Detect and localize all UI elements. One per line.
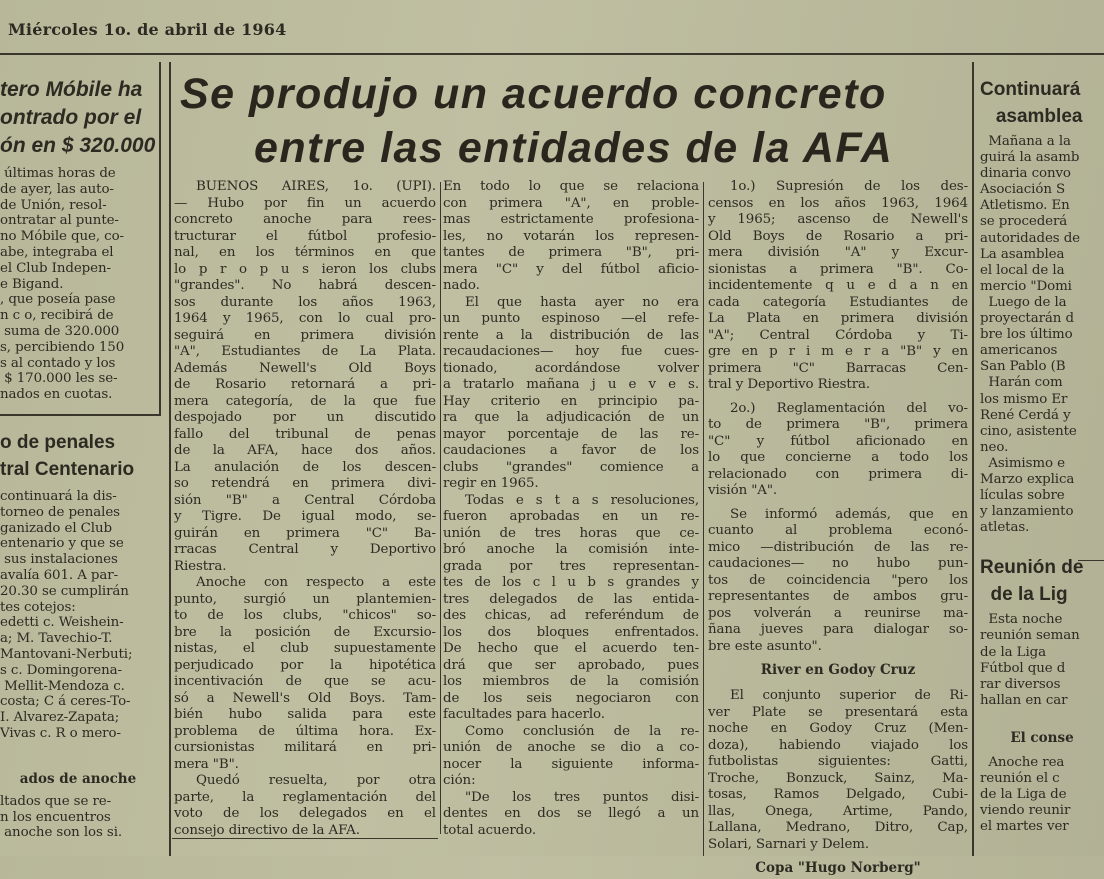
text-line: recaudaciones— hoy fue cues-	[443, 344, 699, 359]
text-line: relacionado con primera di-	[708, 466, 968, 482]
text-line: con primera "A", en proble-	[443, 195, 699, 211]
text-line: 1o.) Supresión de los des-	[730, 179, 968, 194]
text-line: anoche son los si.	[0, 825, 123, 841]
text-line: seguirá en primera división	[174, 327, 436, 343]
text-line: les, no votarán los represen-	[443, 228, 699, 244]
text-line: Mantovani-Nerbuti;	[0, 646, 133, 662]
text-line: de la AFA, hace dos años.	[174, 443, 436, 458]
text-line: nal, en los términos en que	[174, 245, 436, 260]
text-line: nados en cuotas.	[0, 387, 113, 403]
paragraph	[708, 179, 968, 394]
text-line: censos en los años 1963, 1964	[708, 195, 968, 211]
main-headline-line-2: entre las entidades de la AFA	[254, 124, 894, 172]
text-line: tructurar el fútbol profesio-	[174, 228, 436, 244]
paragraph	[443, 295, 699, 493]
paragraph	[980, 612, 1104, 709]
headline-line: de la Lig	[980, 584, 1068, 606]
text-line: 2o.) Reglamentación del vo-	[730, 400, 968, 416]
text-line: tral y Deportivo Riestra.	[708, 377, 871, 392]
text-line: rracas Central y Deportivo	[174, 542, 436, 557]
text-line: cuanto al problema econó-	[708, 523, 968, 538]
text-line: guirá la asamb	[980, 150, 1080, 166]
subheading: El conse	[1010, 729, 1074, 746]
text-line: "C" y fútbol aficionado en	[708, 433, 968, 449]
text-line: bre este asunto".	[708, 638, 822, 654]
text-line: facultades para hacerlo.	[443, 707, 605, 722]
text-line: un punto espinoso —el refe-	[443, 311, 699, 326]
text-line: "A"; Central Córdoba y Ti-	[708, 327, 968, 343]
text-line: s al contado y los	[0, 355, 116, 371]
text-line: Todas e s t a s resoluciones,	[465, 492, 699, 508]
subheading: ados de anoche	[19, 770, 137, 787]
paragraph	[0, 489, 156, 742]
text-line: total acuerdo.	[443, 822, 537, 838]
text-line: bre los último	[980, 327, 1073, 343]
text-line: ltados que se re-	[0, 793, 111, 809]
text-line: y Tigre. De igual modo, se-	[174, 509, 436, 524]
text-line: Harán com	[980, 375, 1063, 391]
text-line: pos volverán a reunirse ma-	[708, 605, 968, 621]
text-line: tionado, acordándose volver	[443, 360, 699, 376]
paragraph	[708, 688, 968, 853]
text-line: Quedó resuelta, por otra	[196, 773, 436, 788]
left-column	[0, 70, 156, 856]
text-line: bre la posición de Excursio-	[174, 624, 436, 640]
text-line: futbolistas siguientes: Gatti,	[708, 754, 968, 769]
text-line: Anoche con respecto a este	[196, 575, 436, 590]
text-line: so retendrá en primera divi-	[174, 476, 436, 491]
text-line: Mañana a la	[980, 134, 1071, 149]
text-line: mera "C" y del fútbol aficio-	[443, 261, 699, 277]
text-line: despojado por un discutido	[174, 410, 436, 425]
text-line: nocer la siguiente informa-	[443, 756, 699, 772]
text-line: só a Newell's Old Boys. Tam-	[174, 690, 436, 706]
story-headline	[980, 554, 1104, 608]
box-rule-vertical	[159, 62, 161, 416]
text-line: a tratarlo mañana j u e v e s.	[443, 377, 699, 392]
text-line: entenario y que se	[0, 536, 124, 552]
text-line: ver Plate se presentará esta	[708, 704, 968, 720]
text-line: suma de 320.000	[0, 323, 120, 339]
text-line: El que hasta ayer no era	[465, 294, 699, 310]
paragraph	[174, 575, 436, 773]
headline-line: Reunión de	[980, 557, 1084, 579]
text-line: La anulación de los descen-	[174, 459, 436, 475]
text-line: Old Boys de Rosario a pri-	[708, 228, 968, 244]
text-line: rente a la distribución de las	[443, 327, 699, 343]
text-line: Solari, Sarnari y Delem.	[708, 836, 870, 852]
text-line: cursionistas militará en pri-	[174, 740, 436, 755]
text-line: s, percibiendo 150	[0, 339, 125, 355]
text-line: consejo directivo de la AFA.	[174, 822, 360, 838]
text-line: I. Alvarez-Zapata;	[0, 710, 120, 726]
text-line: reunión el c	[980, 771, 1060, 786]
text-line: Luego de la	[980, 294, 1067, 310]
text-line: rar diversos	[980, 676, 1061, 692]
paragraph	[174, 773, 436, 839]
text-line: tosas, Ramos Delgado, Cubi-	[708, 787, 968, 802]
text-line: mico —distribución de las re-	[708, 539, 968, 555]
text-line: parte, la reglamentación del	[174, 789, 436, 805]
paragraph	[443, 493, 699, 724]
text-line: e Bigand.	[0, 276, 64, 292]
text-line: primera "C" Barracas Cen-	[708, 360, 968, 376]
text-line: hallan en car	[980, 692, 1068, 708]
text-line: los dos bloques enfrentados.	[443, 624, 699, 640]
text-line: cino, asistente	[980, 423, 1077, 439]
text-line: bién hubo salida para este	[174, 707, 436, 722]
text-line: mayor porcentaje de las re-	[443, 426, 699, 442]
paragraph	[980, 134, 1104, 536]
headline-line: ontrado por el	[0, 106, 142, 129]
text-line: fallo del tribunal de penas	[174, 426, 436, 442]
text-line: Troche, Bonzuck, Sainz, Ma-	[708, 770, 968, 786]
text-line: lículas sobre	[980, 488, 1065, 504]
article-column-3	[708, 179, 968, 876]
text-line: lo p r o p u s ieron los clubs	[174, 261, 436, 277]
text-line: proyectarán d	[980, 311, 1074, 327]
subheading: Copa "Hugo Norberg"	[755, 860, 921, 876]
text-line: fueron aprobadas en un re-	[443, 509, 699, 524]
text-line: perjudicado por la hipotética	[174, 657, 436, 673]
text-line: dinaria convo	[980, 166, 1071, 182]
text-line: sionistas a primera "B". Co-	[708, 261, 968, 277]
headline-line: o de penales	[0, 431, 116, 453]
text-line: edetti c. Weishein-	[0, 615, 124, 631]
text-line: 20.30 se cumplirán	[0, 583, 129, 599]
story-headline	[980, 76, 1104, 130]
text-line: Atletismo. En	[980, 198, 1070, 214]
text-line: se procederá	[980, 214, 1068, 230]
text-line: costa; C á ceres-To-	[0, 694, 131, 710]
text-line: doza), habiendo viajado los	[708, 737, 968, 753]
text-line: n c o, recibirá de	[0, 308, 114, 324]
text-line: En todo lo que se relaciona	[443, 179, 699, 194]
text-line: Como conclusión de la re-	[465, 723, 699, 739]
text-line: de los seis negociaron con	[443, 690, 699, 706]
text-line: s c. Domingorena-	[0, 662, 122, 678]
text-line: el local de la	[980, 262, 1065, 278]
text-line: concreto anoche para rees-	[174, 212, 436, 227]
text-line: — Hubo por fin un acuerdo	[174, 195, 436, 211]
text-line: el martes ver	[980, 819, 1069, 835]
text-line: avalía 601. A par-	[0, 567, 119, 583]
text-line: problema de última hora. Ex-	[174, 723, 436, 739]
text-line: continuará la dis-	[0, 488, 117, 504]
paragraph	[708, 401, 968, 500]
text-line: caudaciones a favor de los	[443, 443, 699, 458]
text-line: grada por tres representan-	[443, 558, 699, 574]
text-line: Asimismo e	[980, 455, 1065, 471]
text-line: Anoche rea	[980, 754, 1065, 770]
text-line: mera división "A" y Excur-	[708, 245, 968, 260]
text-line: representantes de ambos gru-	[708, 589, 968, 604]
text-line: Asociación S	[980, 182, 1066, 198]
text-line: sión "B" a Central Córdoba	[174, 492, 436, 508]
text-line: mas estrictamente profesiona-	[443, 212, 699, 227]
text-line: ra que la adjudicación de un	[443, 410, 699, 425]
text-line: , que poseía pase	[0, 292, 116, 308]
headline-line: tero Móbile ha	[0, 78, 143, 101]
text-line: sus instalaciones	[0, 552, 118, 568]
text-line: Esta noche	[980, 612, 1063, 628]
text-line: De hecho que el acuerdo ten-	[443, 641, 699, 656]
text-line: tos de coincidencia "pero los	[708, 572, 968, 588]
text-line: San Pablo (B	[980, 359, 1066, 375]
text-line: lo que concierne a todo los	[708, 450, 968, 465]
text-line: clubs "grandes" comience a	[443, 459, 699, 475]
text-line: abe, integraba el	[0, 244, 114, 260]
text-line: dentes en dos se llegó a un	[443, 806, 699, 821]
right-column	[980, 72, 1104, 856]
column-rule	[972, 62, 974, 856]
text-line: los mismo Er	[980, 391, 1068, 407]
text-line: de ayer, las auto-	[0, 181, 114, 197]
text-line: to de los clubs, "chicos" so-	[174, 608, 436, 623]
text-line: incidentemente q u e d a n en	[708, 278, 968, 293]
text-line: reunión seman	[980, 628, 1080, 644]
text-line: los miembros de la comisión	[443, 674, 699, 689]
text-line: cada categoría Estudiantes de	[708, 294, 968, 310]
text-line: voto de los delegados en el	[174, 806, 436, 821]
text-line: incentivación de que se acu-	[174, 674, 436, 689]
article-column-1	[174, 179, 436, 849]
text-line: últimas horas de	[0, 166, 116, 181]
text-line: Mellit-Mendoza c.	[0, 678, 125, 694]
text-line: noche en Godoy Cruz (Men-	[708, 721, 968, 736]
text-line: Marzo explica	[980, 471, 1075, 487]
text-line: "grandes". No habrá descen-	[174, 278, 436, 293]
paragraph	[443, 790, 699, 840]
text-line: llas, Onega, Artime, Pando,	[708, 803, 968, 819]
text-line: $ 170.000 les se-	[0, 371, 118, 387]
story-headline	[0, 429, 156, 483]
text-line: mera "B".	[174, 756, 239, 772]
article-column-2	[443, 179, 699, 849]
text-line: 1964 y 1965, con lo cual pro-	[174, 311, 436, 326]
text-line: sos durante los años 1963,	[174, 294, 436, 310]
paragraph	[443, 724, 699, 790]
text-line: punto, surgió un plantemien-	[174, 591, 436, 607]
text-line: ganizado el Club	[0, 520, 112, 536]
column-rule	[703, 182, 704, 856]
paragraph	[708, 507, 968, 656]
text-line: neo.	[980, 439, 1009, 455]
column-rule	[169, 62, 171, 856]
text-line: Hay criterio en principio pa-	[443, 393, 699, 409]
text-line: tes cotejos:	[0, 599, 76, 615]
text-line: visión "A".	[708, 483, 778, 498]
text-line: guirán en primera "C" Ba-	[174, 525, 436, 541]
text-line: torneo de penales	[0, 504, 120, 520]
text-line: "A", Estudiantes de La Plata.	[174, 344, 436, 359]
main-headline-line-1: Se produjo un acuerdo concreto	[180, 70, 887, 118]
story-headline	[0, 76, 156, 160]
text-line: tres delegados de las entida-	[443, 591, 699, 607]
text-line: mera categoría, de la que fue	[174, 393, 436, 409]
text-line: nado.	[443, 278, 480, 293]
text-line: Además Newell's Old Boys	[174, 360, 436, 376]
text-line: Fútbol que d	[980, 660, 1066, 676]
text-line: La asamblea	[980, 246, 1065, 262]
text-line: tes de los c l u b s grandes y	[443, 575, 699, 590]
text-line: drá que ser aprobado, pues	[443, 657, 699, 673]
paragraph	[980, 755, 1104, 835]
text-line: viendo reunir	[980, 803, 1071, 819]
text-line: de Unión, resol-	[0, 197, 107, 213]
text-line: autoridades de	[980, 230, 1081, 246]
text-line: BUENOS AIRES, 1o. (UPI).	[196, 179, 436, 194]
text-line: bró anoche la comisión inte-	[443, 542, 699, 557]
text-line: Se informó además, que en	[730, 506, 968, 522]
paragraph	[0, 166, 156, 403]
text-line: Riestra.	[174, 558, 227, 574]
text-line: gre en p r i m e r a "B" y en	[708, 344, 968, 359]
text-line: de Rosario retornará a pri-	[174, 377, 436, 392]
text-line: caudaciones— no hubo pun-	[708, 556, 968, 571]
headline-line: tral Centenario	[0, 458, 135, 480]
text-line: no Móbile que, co-	[0, 229, 124, 245]
text-line: El conjunto superior de Ri-	[730, 688, 968, 703]
headline-line: Continuará	[980, 79, 1081, 100]
text-line: el Club Indepen-	[0, 260, 111, 276]
text-line: Lallana, Medrano, Ditro, Cap,	[708, 820, 968, 835]
text-line: a; M. Tavechio-T.	[0, 631, 113, 647]
text-line: de la Liga de	[980, 787, 1067, 803]
text-line: y 1965; ascenso de Newell's	[708, 212, 968, 227]
text-line: René Cerdá y	[980, 407, 1071, 423]
text-line: ñana jueves para dialogar so-	[708, 622, 968, 637]
text-line: n los encuentros	[0, 809, 111, 825]
text-line: Vivas c. R o mero-	[0, 725, 121, 741]
text-line: "De los tres puntos disi-	[465, 789, 699, 805]
paragraph	[443, 179, 699, 295]
column-rule	[440, 182, 441, 834]
text-line: mercio "Domi	[980, 278, 1072, 294]
text-line: nistas, el club supuestamente	[174, 641, 436, 656]
text-line: americanos	[980, 343, 1058, 359]
subheading: River en Godoy Cruz	[760, 662, 916, 678]
text-line: La Plata en primera división	[708, 311, 968, 326]
dateline: Miércoles 1o. de abril de 1964	[8, 20, 287, 39]
text-line: unión de tres horas que ce-	[443, 525, 699, 541]
text-line: to de primera "B", primera	[708, 417, 968, 432]
text-line: des chicas, ad referéndum de	[443, 608, 699, 623]
text-line: unión de anoche se dio a co-	[443, 740, 699, 755]
text-line: de la Liga	[980, 644, 1047, 660]
text-line: tantes de primera "B", pri-	[443, 245, 699, 260]
header-rule	[0, 53, 1104, 55]
text-line: ontratar al punte-	[0, 213, 119, 229]
text-line: ción:	[443, 773, 476, 788]
headline-line: ón en $ 320.000	[0, 134, 156, 157]
text-line: y lanzamiento	[980, 504, 1074, 520]
text-line: atletas.	[980, 520, 1030, 536]
paragraph	[0, 794, 156, 841]
text-line: regir en 1965.	[443, 476, 539, 491]
headline-line: asamblea	[980, 106, 1083, 127]
paragraph	[174, 179, 436, 575]
